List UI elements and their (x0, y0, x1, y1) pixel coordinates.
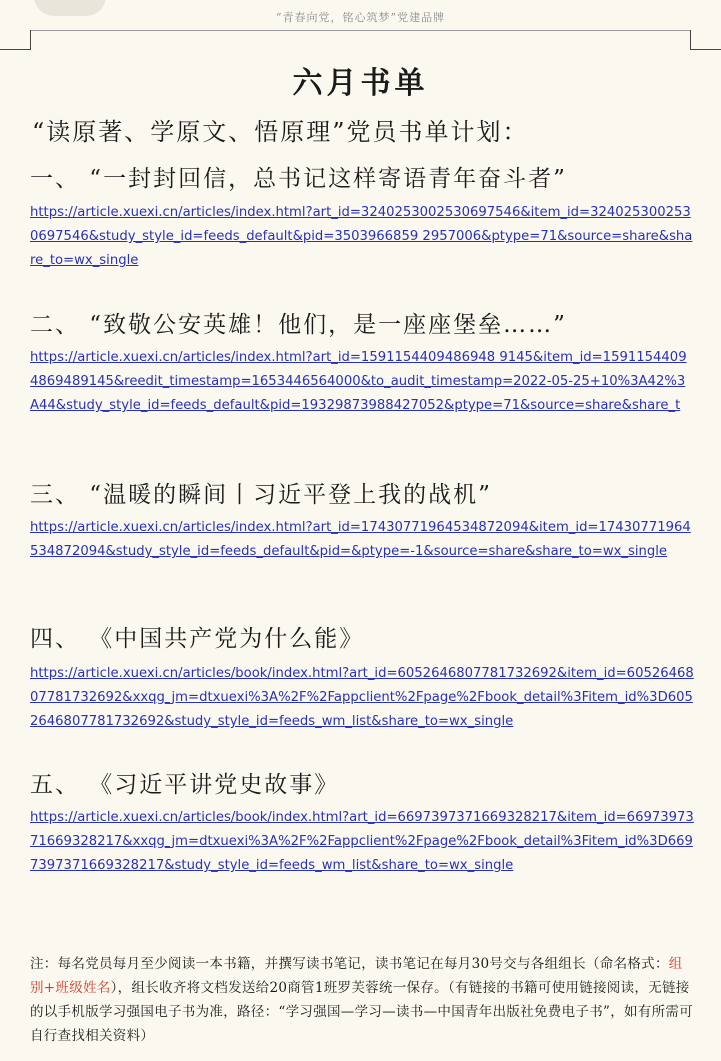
header-foot-right (691, 49, 721, 50)
item-link-4[interactable]: https://article.xuexi.cn/articles/book/index.html?art_id=6052646807781732692&item_id=6052646807781732692&xxqg_jm=dtxuexi%3A%2F%2Fappclient%2Fpage%2Fbook_detail%3Fitem_id%3D6052646807781732692&study_style_id=feeds_wm_list&share_to=wx_single (30, 666, 694, 729)
item-link-1[interactable]: https://article.xuexi.cn/articles/index.html?art_id=3240253002530697546&item_id=3240253002530697546&study_style_id=feeds_default&pid=3503966859 2957006&ptype=71&source=share&share_to=wx_single (30, 205, 693, 268)
footnote-highlight: 组别+班级姓名 (30, 956, 683, 996)
footnote-text-1: 注：每名党员每月至少阅读一本书籍，并撰写读书笔记，读书笔记在每月30号交与各组组长（命名格式： (30, 956, 669, 972)
header-brand-text: “青春向党，铭心筑梦”党建品牌 (275, 11, 446, 24)
header-bracket-left (30, 30, 31, 50)
page-title: 六月书单 (292, 66, 429, 101)
item-link-5[interactable]: https://article.xuexi.cn/articles/book/index.html?art_id=6697397371669328217&item_id=6697397371669328217&xxqg_jm=dtxuexi%3A%2F%2Fappclient%2Fpage%2Fbook_detail%3Fitem_id%3D6697397371669328217&study_style_id=feeds_wm_list&share_to=wx_single (30, 810, 694, 873)
footnote (30, 952, 694, 1048)
header-rule (30, 30, 691, 31)
footnote-text-2: ），组长收齐将文档发送给20商管1班罗芙蓉统一保存。（有链接的书籍可使用链接阅读，无链接的以手机版学习强国电子书为准，路径：“学习强国—学习—读书—中国青年出版社免费电子书”，如有所需可自行查找相关资料） (30, 980, 694, 1044)
page-subtitle: “读原著、学原文、悟原理”党员书单计划： (32, 118, 529, 146)
item-heading-3: 三、 “温暖的瞬间丨习近平登上我的战机” (30, 482, 492, 508)
item-heading-4: 四、 《中国共产党为什么能》 (30, 626, 365, 652)
item-link-3[interactable]: https://article.xuexi.cn/articles/index.html?art_id=17430771964534872094&item_id=17430771964534872094&study_style_id=feeds_default&pid=&ptype=-1&source=share&share_to=wx_single (30, 520, 691, 559)
item-heading-5: 五、 《习近平讲党史故事》 (30, 772, 340, 798)
item-heading-1: 一、 “一封封回信，总书记这样寄语青年奋斗者” (30, 166, 567, 192)
item-link-2[interactable]: https://article.xuexi.cn/articles/index.html?art_id=1591154409486948 9145&item_id=15911544094869489145&reedit_timestamp=1653446564000&to_audit_timestamp=2022-05-25+10%3A42%3A44&study_style_id=feeds_default&pid=19329873988427052&ptype=71&source=share&share_t (30, 350, 687, 413)
item-heading-2: 二、 “致敬公安英雄！他们，是一座座堡垒……” (30, 312, 567, 338)
header-bracket-right (690, 30, 691, 50)
header-foot-left (0, 49, 30, 50)
